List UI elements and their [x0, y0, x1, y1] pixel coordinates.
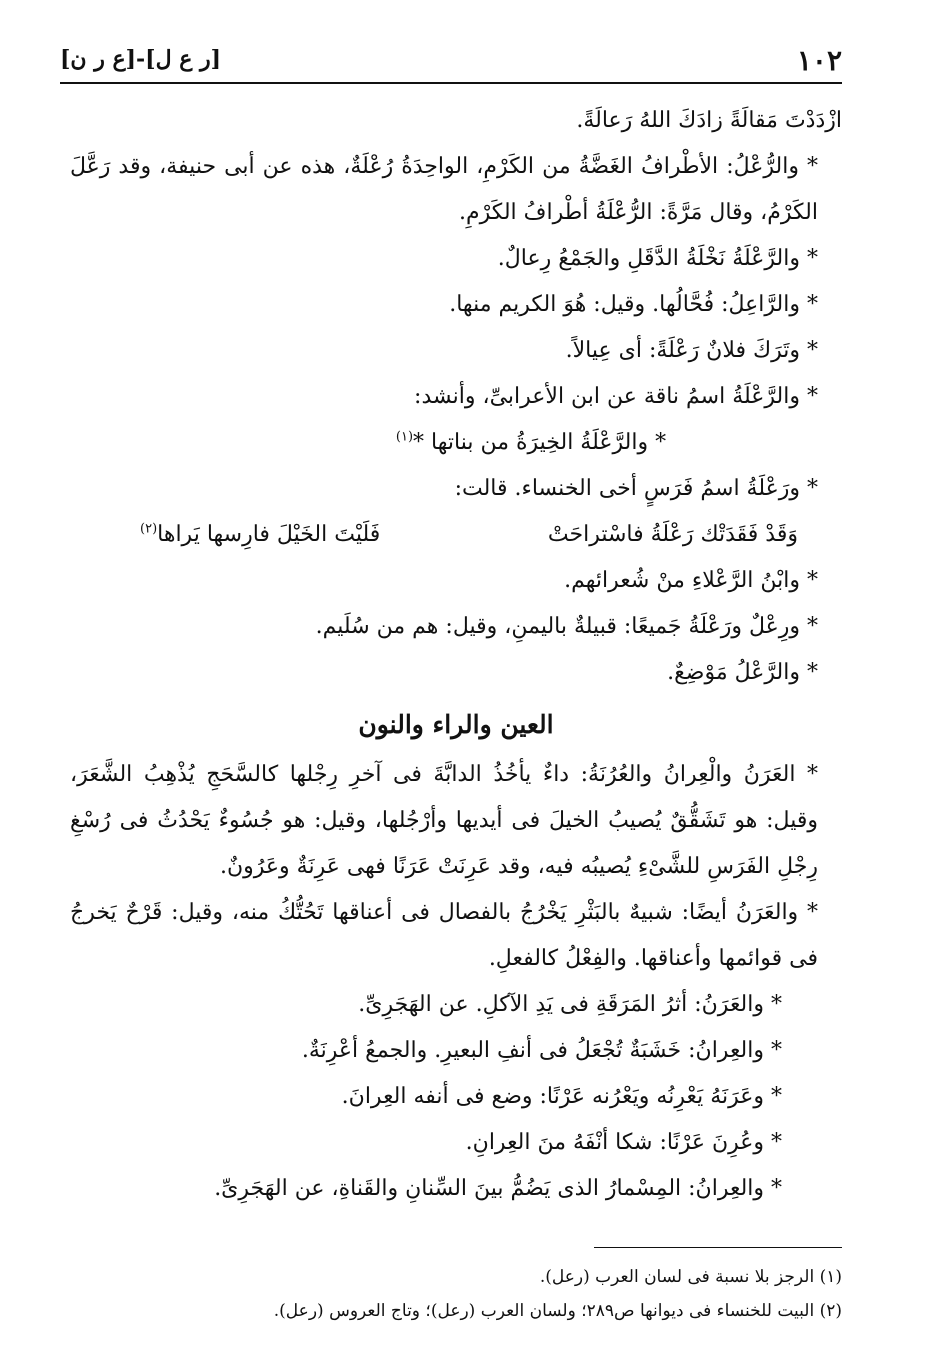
- page-header: [60, 38, 842, 84]
- entry-paragraph: * والعِرانُ: المِسْمارُ الذى يَضُمُّ بينَ السِّنانِ والقَناةِ، عن الهَجَرِىِّ.: [214, 1176, 782, 1201]
- verse-text: * والرَّعْلَةُ الخِيرَةُ من بناتها *: [413, 430, 667, 455]
- entry-paragraph: * وتَرَكَ فلانٌ رَعْلَةً: أى عِيالاً.: [565, 338, 818, 363]
- footnote-2: (٢) البيت للخنساء فى ديوانها ص٢٨٩؛ ولسان العرب (رعل)؛ وتاج العروس (رعل).: [273, 1301, 842, 1321]
- entry-paragraph: * وعُرِنَ عَرْنًا: شكا أنْفَهُ منَ العِرانِ.: [465, 1130, 782, 1155]
- entry-paragraph: * والرَّعْلَةُ اسمُ ناقة عن ابن الأعرابىِّ، وأنشد:: [414, 384, 818, 409]
- text-line: ازْدَدْتَ مَقالَةً زادَكَ اللهُ رَعالَةً.: [576, 108, 842, 133]
- poem-couplet: [70, 512, 842, 558]
- footnote-mark: (١): [395, 429, 414, 445]
- entry-paragraph: * والرَّعْلُ مَوْضِعٌ.: [667, 660, 818, 685]
- entry-paragraph: * والعَرَنُ: أثرُ المَرَقَةِ فى يَدِ الآكلِ. عن الهَجَرِىِّ.: [358, 992, 782, 1017]
- entry-paragraph: * والرَّعْلَةُ نَخْلَةُ الدَّقَلِ والجَمْعُ رِعالٌ.: [497, 246, 818, 271]
- entry-paragraph: * وابْنُ الرَّعْلاءِ منْ شُعرائهم.: [564, 568, 818, 593]
- running-head: [ر ع ل]-[ع ر ن]: [60, 46, 222, 72]
- footnotes: [230, 1260, 842, 1328]
- entry-paragraph: * والرُّعْلُ: الأطْرافُ الغَضَّةُ من الكَرْمِ، الواحِدَةُ رُعْلَةٌ، هذه عن أبى حنيفة، وقد رَعَّلَ الكَرْمُ، وقال مَرَّةً: الرُّعْلَةُ أطْرافُ الكَرْمِ.: [70, 154, 818, 225]
- footnote-divider: [594, 1247, 842, 1248]
- entry-paragraph: * والرَّاعِلُ: فُحَّالُها. وقيل: هُوَ الكريم منها.: [449, 292, 818, 317]
- entry-paragraph: * والعِرانُ: خَشَبَةٌ تُجْعَلُ فى أنفِ البعيرِ. والجمعُ أعْرِنَةٌ.: [301, 1038, 782, 1063]
- entry-paragraph: * ورَعْلَةُ اسمُ فَرَسٍ أخى الخنساء. قالت:: [454, 476, 818, 501]
- entry-paragraph: * وعَرَنَهُ يَعْرِنُه ويَعْرُنه عَرْنًا: وضع فى أنفه العِرانَ.: [341, 1084, 782, 1109]
- entry-paragraph: * والعَرَنُ أيضًا: شبيهٌ بالبَثْرِ يَخْرُجُ بالفصال فى أعناقها تَحُتُّكُ منه، وقيل: قَرْحٌ يَخرجُ فى قوائمها وأعناقها. والفِعْلُ كالفعلِ.: [70, 900, 818, 971]
- hemistich-second-text: فَلَيْتَ الخَيْلَ فارِسها يَراها: [157, 522, 381, 547]
- section-heading: العين والراء والنون: [358, 710, 554, 739]
- entry-paragraph: * ورِعْلٌ ورَعْلَةُ جَميعًا: قبيلةٌ باليمنِ، وقيل: هم من سُلَيم.: [315, 614, 818, 639]
- hemistich-first: وَقَدْ فَقَدَتْك رَعْلَةُ فاسْتراحَتْ: [547, 522, 798, 547]
- entry-paragraph: * العَرَنُ والْعِرانُ والعُرُنَةُ: داءٌ يأخُذُ الدابَّةَ فى آخرِ رِجْلها كالسَّحَجِ يُذْهِبُ الشَّعَرَ، وقيل: هو تَشَقُّقٌ يُصيبُ الخيلَ فى أيديها وأرْجُلها، وقيل: هو جُسُوءٌ يَحْدُثُ فى رُسْغِ رِجْلِ الفَرَسِ للشَّىْءِ يُصيبُه فيه، وقد عَرِنَتْ عَرَنًا فهى عَرِنَةٌ وعَرُونٌ.: [70, 762, 818, 879]
- footnote-1: (١) الرجز بلا نسبة فى لسان العرب (رعل).: [539, 1267, 842, 1287]
- main-text: [70, 98, 842, 1212]
- footnote-mark: (٢): [140, 521, 158, 537]
- verse-line: [70, 420, 842, 466]
- page-number: ١٠٢: [796, 44, 842, 77]
- hemistich-second: [140, 512, 380, 558]
